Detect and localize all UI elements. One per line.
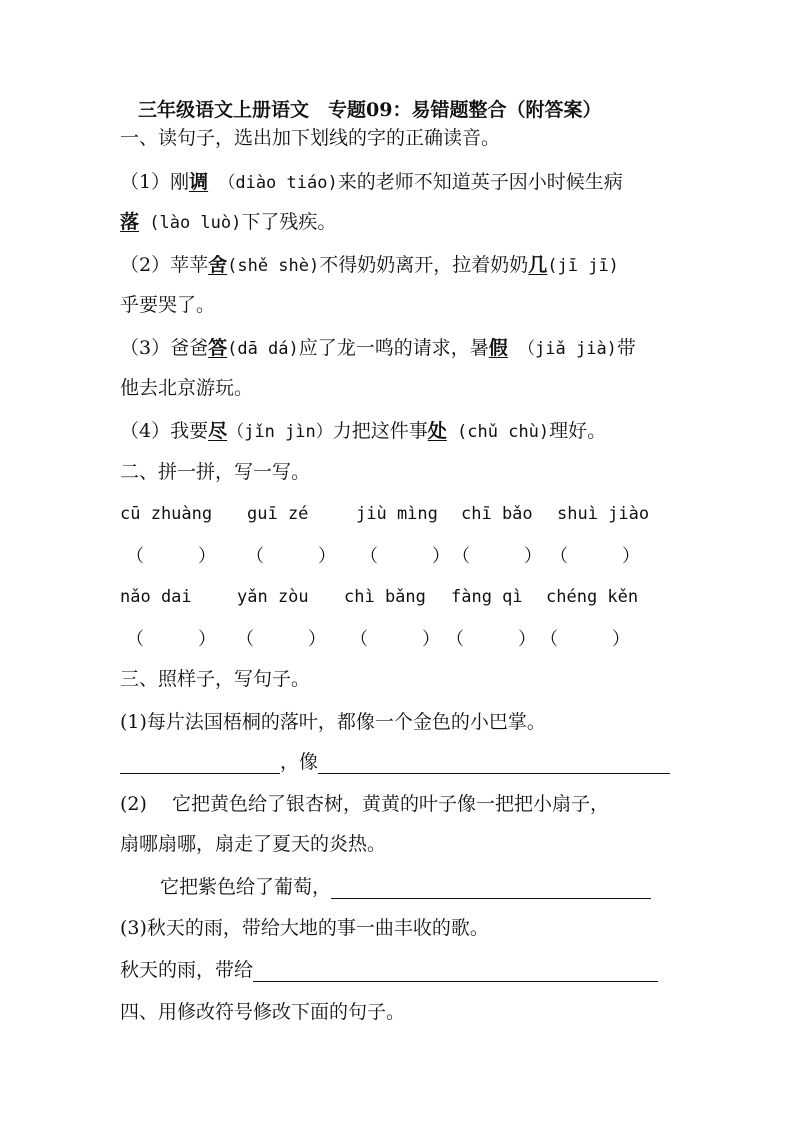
answer-parentheses[interactable]: （ ） [246, 546, 336, 567]
q3-line2: 他去北京游玩。 [120, 377, 254, 399]
q3-line1 [120, 336, 680, 361]
answer-parentheses[interactable]: （ ） [360, 546, 450, 567]
q4-pinyin-2: (chǔ chù) [446, 422, 550, 442]
q2-pinyin-1: (shě shè) [227, 256, 320, 276]
q4-mid-text: 力把这件事 [332, 420, 428, 442]
q4-key-char-2: 处 [427, 420, 447, 442]
pinyin-word: chì bǎng [344, 587, 426, 607]
answer-blank[interactable] [331, 878, 651, 899]
answer-parentheses[interactable]: （ ） [126, 546, 216, 567]
pinyin-word: jiù mìng [356, 504, 438, 524]
answer-parentheses[interactable]: （ ） [540, 629, 630, 650]
pinyin-word: fàng qì [451, 587, 523, 607]
q1-line1 [120, 170, 680, 195]
pinyin-word: chī bǎo [461, 504, 533, 524]
q4-number: （4）我要 [120, 420, 209, 442]
q2-mid-text: 不得奶奶离开，拉着奶奶 [319, 254, 529, 276]
s3-q1-connector: ，像 [280, 751, 319, 773]
answer-parentheses[interactable]: （ ） [236, 629, 326, 650]
pinyin-word: cū zhuàng [120, 504, 213, 524]
q3-mid-text: 应了龙一鸣的请求，暑 [298, 337, 489, 359]
document-title: 三年级语文上册语文 专题09：易错题整合（附答案） [138, 99, 602, 121]
pinyin-word: guī zé [247, 504, 309, 524]
q2-key-char-1: 舍 [208, 254, 228, 276]
q1-key-char-2: 落 [120, 211, 140, 233]
q4-end-text: 理好。 [549, 420, 607, 442]
s3-q2-prompt: 它把紫色给了葡萄， [160, 876, 332, 898]
answer-parentheses[interactable]: （ ） [550, 546, 640, 567]
pinyin-word: nǎo dai [120, 587, 192, 607]
pinyin-word: yǎn zòu [237, 587, 309, 607]
q3-number: （3）爸爸 [120, 337, 209, 359]
s3-q3-prompt: 秋天的雨，带给 [120, 959, 254, 981]
pinyin-word: chéng kěn [546, 587, 639, 607]
q2-line2: 乎要哭了。 [120, 294, 216, 316]
section3-heading: 三、照样子，写句子。 [120, 668, 311, 690]
answer-parentheses[interactable]: （ ） [452, 546, 542, 567]
q2-pinyin-2: (jī jī) [547, 256, 619, 276]
s3-q1-answer-line [120, 750, 680, 774]
q1-number: （1）刚 [120, 171, 190, 193]
s3-q3-answer-line [120, 958, 680, 982]
q3-key-char-1: 答 [208, 337, 228, 359]
q2-key-char-2: 几 [528, 254, 548, 276]
section1-heading: 一、读句子，选出加下划线的字的正确读音。 [120, 127, 501, 149]
s3-q2-answer-line [160, 875, 680, 899]
q4-line [120, 419, 680, 444]
q3-pinyin-1: (dā dá) [227, 339, 299, 359]
q1-key-char-1: 调 [189, 171, 209, 193]
answer-parentheses[interactable]: （ ） [126, 629, 216, 650]
q3-key-char-2: 假 [488, 337, 508, 359]
q1-pinyin-1: （diào tiáo) [208, 173, 338, 193]
answer-blank[interactable] [253, 961, 658, 982]
q2-line1 [120, 253, 680, 278]
q1-line2 [120, 210, 680, 235]
q1-mid-text: 来的老师不知道英子因小时候生病 [337, 171, 623, 193]
section2-heading: 二、拼一拼，写一写。 [120, 461, 311, 483]
answer-parentheses[interactable]: （ ） [350, 629, 440, 650]
q2-number: （2）苹苹 [120, 254, 209, 276]
answer-blank[interactable] [120, 753, 280, 774]
section4-heading: 四、用修改符号修改下面的句子。 [120, 1001, 406, 1023]
answer-parentheses[interactable]: （ ） [446, 629, 536, 650]
s3-q2-example-2: 扇哪扇哪，扇走了夏天的炎热。 [120, 833, 387, 855]
q4-key-char-1: 尽 [208, 420, 228, 442]
s3-q2-example-1: (2) 它把黄色给了银杏树，黄黄的叶子像一把把小扇子， [120, 793, 609, 815]
q1-end-text: 下了残疾。 [241, 211, 337, 233]
q3-end-text-1: 带 [616, 337, 636, 359]
pinyin-word: shuì jiào [557, 504, 650, 524]
q3-pinyin-2: （jiǎ jià) [507, 339, 617, 359]
s3-q1-example: (1)每片法国梧桐的落叶，都像一个金色的小巴掌。 [120, 711, 546, 733]
s3-q3-example: (3)秋天的雨，带给大地的事一曲丰收的歌。 [120, 917, 489, 939]
answer-blank[interactable] [318, 753, 670, 774]
q4-pinyin-1: （jǐn jìn） [227, 422, 333, 442]
q1-pinyin-2: (lào luò) [139, 213, 242, 233]
